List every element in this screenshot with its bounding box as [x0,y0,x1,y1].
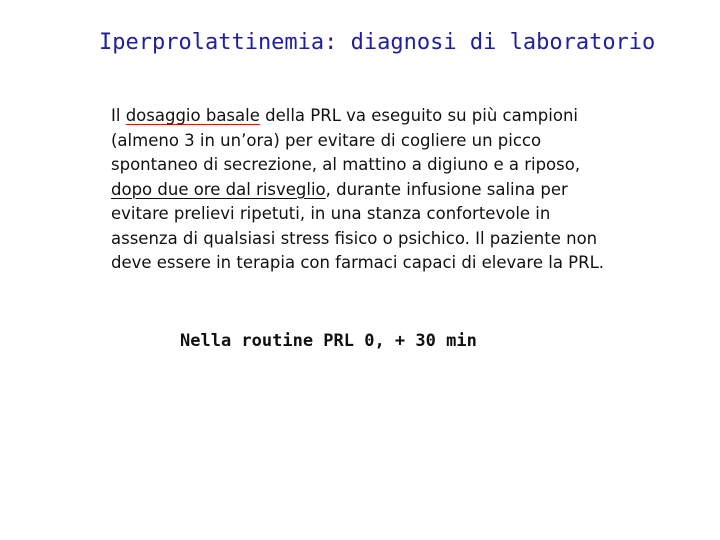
body-line-4-post: , durante infusione salina per [325,179,568,199]
body-paragraph [111,104,671,276]
dosaggio-basale-emphasis: dosaggio basale [125,106,260,125]
body-line-3: spontaneo di secrezione, al mattino a digiuno e a riposo, [111,155,581,174]
dopo-risveglio-emphasis: dopo due ore dal risveglio [111,179,326,199]
body-line-1-post: della PRL va eseguito su più campioni [259,106,578,125]
body-line-7: deve essere in terapia con farmaci capaci di elevare la PRL. [111,253,605,272]
body-line-5: evitare prelievi ripetuti, in una stanza confortevole in [111,204,551,223]
body-line-2: (almeno 3 in un’ora) per evitare di cogliere un picco [111,130,542,150]
body-line-4 [111,178,671,203]
body-line-1 [111,104,671,129]
routine-note: Nella routine PRL 0, + 30 min [180,331,477,351]
slide-title: Iperprolattinemia: diagnosi di laboratorio [99,30,656,55]
body-line-6: assenza di qualsiasi stress fisico o psichico. Il paziente non [111,228,598,248]
body-line-1-pre: Il [111,106,126,125]
